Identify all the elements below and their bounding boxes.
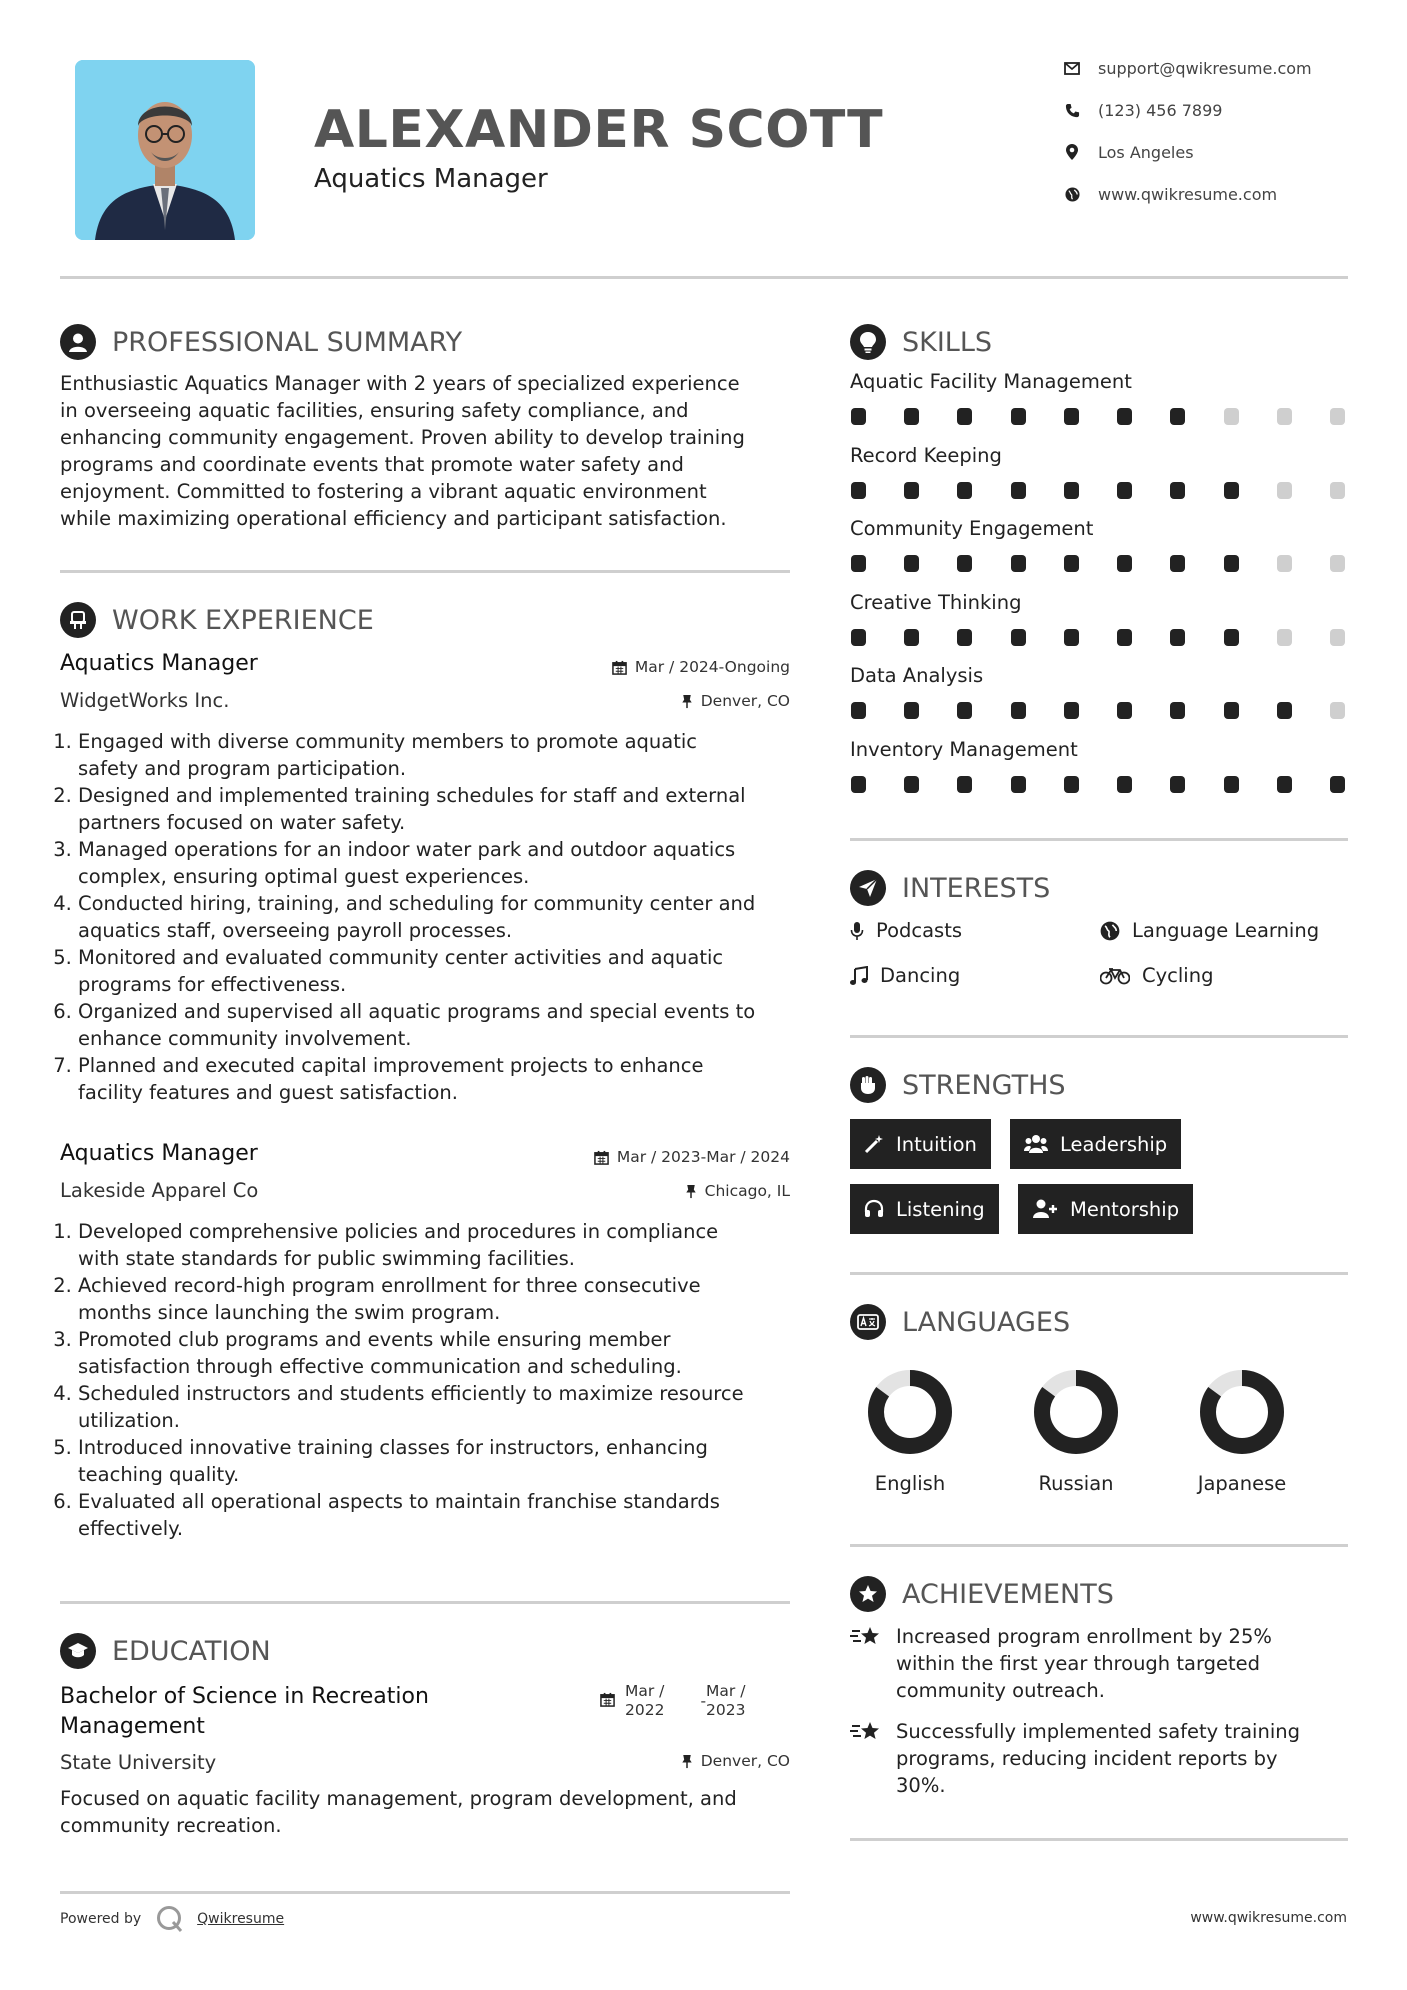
bicycle-icon: [1100, 967, 1130, 985]
interest-item: Cycling: [1100, 964, 1213, 987]
map-pin-icon: [1062, 142, 1082, 162]
skill-dot: [957, 702, 972, 719]
skill-dot: [1224, 408, 1239, 425]
skill-dot: [1330, 408, 1345, 425]
skill-dot: [904, 408, 919, 425]
skill-dot: [1330, 629, 1345, 646]
language-name: Russian: [1038, 1472, 1114, 1495]
list-item: 4. Scheduled instructors and students efficiently to maximize resource utilization.: [78, 1380, 838, 1434]
skill-dot: [1117, 408, 1132, 425]
user-icon: [60, 324, 96, 360]
job-company: Lakeside Apparel Co: [60, 1179, 259, 1202]
achievements-divider: [850, 1838, 1348, 1841]
skills-heading: SKILLS: [850, 324, 992, 360]
skill-dot: [904, 776, 919, 793]
language-donut: [860, 1362, 960, 1462]
interest-item: Podcasts: [850, 919, 962, 942]
achievement-item: Successfully implemented safety training programs, reducing incident reports by 30%.: [850, 1718, 1350, 1799]
strength-chip: Leadership: [1010, 1119, 1181, 1169]
skill-name: Data Analysis: [850, 664, 984, 687]
list-item: 6. Organized and supervised all aquatic programs and special events to enhance community involvement.: [78, 998, 838, 1052]
job-location: Chicago, IL: [685, 1182, 790, 1200]
skill-dot: [1064, 408, 1079, 425]
skill-dot: [1064, 482, 1079, 499]
footer-powered-by: Powered by Qwikresume: [60, 1904, 284, 1934]
skill-name: Community Engagement: [850, 517, 1094, 540]
education-divider: [60, 1891, 790, 1894]
skill-dot: [1011, 408, 1026, 425]
pushpin-icon: [681, 1754, 693, 1769]
school-name: State University: [60, 1751, 217, 1774]
shooting-star-icon: [850, 1625, 882, 1649]
skill-dot: [1170, 408, 1185, 425]
skill-name: Aquatic Facility Management: [850, 370, 1132, 393]
skill-dot: [1224, 482, 1239, 499]
interests-divider: [850, 1035, 1348, 1038]
skill-dot: [1117, 555, 1132, 572]
skill-dot: [1330, 555, 1345, 572]
skill-dot: [904, 702, 919, 719]
users-icon: [1024, 1134, 1048, 1154]
list-item: 2. Achieved record-high program enrollment for three consecutive months since launching the swim program.: [78, 1272, 838, 1326]
skill-dot: [957, 555, 972, 572]
education-location: Denver, CO: [681, 1752, 790, 1770]
skill-dot: [1011, 629, 1026, 646]
language-donut: [1026, 1362, 1126, 1462]
education-date: Mar / 2022 - Mar / 2023: [600, 1682, 746, 1720]
skill-rating: [851, 776, 1345, 793]
list-item: 1. Engaged with diverse community members to promote aquatic safety and program participation.: [78, 728, 838, 782]
globe-icon: [1062, 184, 1082, 204]
skill-dot: [1224, 702, 1239, 719]
skill-dot: [1224, 555, 1239, 572]
job-company: WidgetWorks Inc.: [60, 689, 230, 712]
skill-dot: [1277, 629, 1292, 646]
language-donut: [1192, 1362, 1292, 1462]
work-heading: WORK EXPERIENCE: [60, 602, 374, 638]
strength-chip: Intuition: [850, 1119, 991, 1169]
job-date: Mar / 2023-Mar / 2024: [594, 1148, 790, 1166]
skill-dot: [1330, 776, 1345, 793]
skills-divider: [850, 838, 1348, 841]
pushpin-icon: [681, 694, 693, 709]
strength-chip: Listening: [850, 1184, 999, 1234]
education-heading: EDUCATION: [60, 1633, 271, 1669]
skill-dot: [957, 408, 972, 425]
skill-dot: [1330, 702, 1345, 719]
calendar-icon: [600, 1692, 615, 1707]
headphones-icon: [864, 1199, 884, 1219]
interest-item: Dancing: [850, 964, 960, 987]
strength-chip: Mentorship: [1018, 1184, 1193, 1234]
skill-dot: [1117, 776, 1132, 793]
skill-dot: [851, 629, 866, 646]
skill-dot: [851, 408, 866, 425]
interest-item: Language Learning: [1100, 919, 1319, 942]
list-item: 5. Monitored and evaluated community center activities and aquatic programs for effectiveness.: [78, 944, 838, 998]
shooting-star-icon: [850, 1720, 882, 1744]
contact-location: Los Angeles: [1062, 142, 1194, 162]
magic-wand-icon: [864, 1134, 884, 1154]
skill-dot: [904, 629, 919, 646]
skill-dot: [1277, 702, 1292, 719]
skill-dot: [851, 482, 866, 499]
skill-dot: [904, 482, 919, 499]
skill-dot: [1064, 702, 1079, 719]
skill-dot: [1117, 702, 1132, 719]
skill-rating: [851, 629, 1345, 646]
skill-dot: [957, 776, 972, 793]
globe-icon: [1100, 921, 1120, 941]
job-title: Aquatics Manager: [60, 1141, 258, 1166]
interests-heading: INTERESTS: [850, 870, 1050, 906]
candidate-name: ALEXANDER SCOTT: [314, 100, 884, 160]
list-item: 3. Promoted club programs and events while ensuring member satisfaction through effective communication and scheduling.: [78, 1326, 838, 1380]
skill-dot: [1011, 482, 1026, 499]
job-location: Denver, CO: [681, 692, 790, 710]
skill-dot: [904, 555, 919, 572]
skill-dot: [1277, 776, 1292, 793]
skill-dot: [1011, 776, 1026, 793]
job-title: Aquatics Manager: [60, 651, 258, 676]
skill-dot: [1064, 629, 1079, 646]
music-note-icon: [850, 966, 868, 986]
contact-email[interactable]: support@qwikresume.com: [1062, 58, 1312, 78]
skill-rating: [851, 555, 1345, 572]
skill-rating: [851, 702, 1345, 719]
skill-dot: [1170, 482, 1185, 499]
skill-dot: [851, 555, 866, 572]
skill-dot: [1117, 629, 1132, 646]
skill-dot: [1170, 555, 1185, 572]
skill-dot: [851, 776, 866, 793]
summary-text: Enthusiastic Aquatics Manager with 2 years of specialized experience in overseeing aquatic facilities, ensuring safety compliance, and enhancing community engagement. Proven ability to develop training programs and coordinate events that promote water safety and enjoyment. Committed to fostering a vibrant aquatic environment while maximizing operational efficiency and participant satisfaction.: [60, 372, 745, 530]
envelope-icon: [1062, 58, 1082, 78]
languages-heading: LANGUAGES: [850, 1304, 1070, 1340]
skill-dot: [1277, 482, 1292, 499]
skill-name: Creative Thinking: [850, 590, 1022, 614]
degree-title: Bachelor of Science in Recreation Management: [60, 1684, 429, 1739]
skill-dot: [1277, 408, 1292, 425]
graduation-cap-icon: [60, 1633, 96, 1669]
raised-fist-icon: [850, 1067, 886, 1103]
summary-heading: PROFESSIONAL SUMMARY: [60, 324, 462, 360]
language-name: English: [874, 1472, 946, 1495]
header-divider: [60, 276, 1348, 279]
languages-divider: [850, 1544, 1348, 1547]
skill-dot: [1117, 482, 1132, 499]
skill-name: Inventory Management: [850, 737, 1078, 761]
skill-name: Record Keeping: [850, 443, 1002, 467]
skill-dot: [851, 702, 866, 719]
strengths-heading: STRENGTHS: [850, 1067, 1066, 1103]
list-item: 2. Designed and implemented training schedules for staff and external partners focused on water safety.: [78, 782, 838, 836]
skill-dot: [1170, 702, 1185, 719]
summary-divider: [60, 570, 790, 573]
skill-dot: [1064, 776, 1079, 793]
skill-dot: [1224, 776, 1239, 793]
contact-website[interactable]: www.qwikresume.com: [1062, 184, 1277, 204]
skill-rating: [851, 482, 1345, 499]
microphone-icon: [850, 921, 864, 941]
list-item: 7. Planned and executed capital improvement projects to enhance facility features and guest satisfaction.: [78, 1052, 838, 1106]
user-plus-icon: [1032, 1199, 1058, 1219]
paper-plane-icon: [850, 870, 886, 906]
language-name: Japanese: [1197, 1472, 1287, 1495]
skill-dot: [1011, 555, 1026, 572]
language-icon: [850, 1304, 886, 1340]
list-item: 1. Developed comprehensive policies and procedures in compliance with state standards for public swimming facilities.: [78, 1218, 838, 1272]
skill-dot: [957, 482, 972, 499]
skill-dot: [1170, 776, 1185, 793]
job-date: Mar / 2024-Ongoing: [612, 658, 790, 676]
lightbulb-icon: [850, 324, 886, 360]
candidate-title: Aquatics Manager: [314, 164, 548, 194]
achievement-item: Increased program enrollment by 25% within the first year through targeted community outreach.: [850, 1623, 1350, 1704]
qwikresume-logo-icon: [155, 1904, 185, 1934]
profile-photo: [75, 60, 255, 240]
list-item: 4. Conducted hiring, training, and scheduling for community center and aquatics staff, overseeing payroll processes.: [78, 890, 838, 944]
skill-dot: [1224, 629, 1239, 646]
job-duties: [58, 1218, 838, 1542]
footer-website[interactable]: www.qwikresume.com: [1190, 1910, 1347, 1926]
briefcase-icon: [60, 602, 96, 638]
calendar-icon: [594, 1150, 609, 1165]
job-duties: [58, 728, 838, 1106]
skill-dot: [1064, 555, 1079, 572]
calendar-icon: [612, 660, 627, 675]
star-badge-icon: [850, 1576, 886, 1612]
list-item: 6. Evaluated all operational aspects to maintain franchise standards effectively.: [78, 1488, 838, 1542]
work-divider: [60, 1601, 790, 1604]
skill-dot: [1330, 482, 1345, 499]
education-description: Focused on aquatic facility management, program development, and community recreation.: [60, 1787, 737, 1837]
list-item: 3. Managed operations for an indoor water park and outdoor aquatics complex, ensuring optimal guest experiences.: [78, 836, 838, 890]
skill-rating: [851, 408, 1345, 425]
skill-dot: [957, 629, 972, 646]
qwikresume-link[interactable]: Qwikresume: [197, 1911, 285, 1927]
contact-phone[interactable]: (123) 456 7899: [1062, 100, 1222, 120]
skill-dot: [1011, 702, 1026, 719]
phone-icon: [1062, 100, 1082, 120]
achievements-heading: ACHIEVEMENTS: [850, 1576, 1114, 1612]
skill-dot: [1170, 629, 1185, 646]
strengths-divider: [850, 1272, 1348, 1275]
pushpin-icon: [685, 1184, 697, 1199]
skill-dot: [1277, 555, 1292, 572]
list-item: 5. Introduced innovative training classes for instructors, enhancing teaching quality.: [78, 1434, 838, 1488]
